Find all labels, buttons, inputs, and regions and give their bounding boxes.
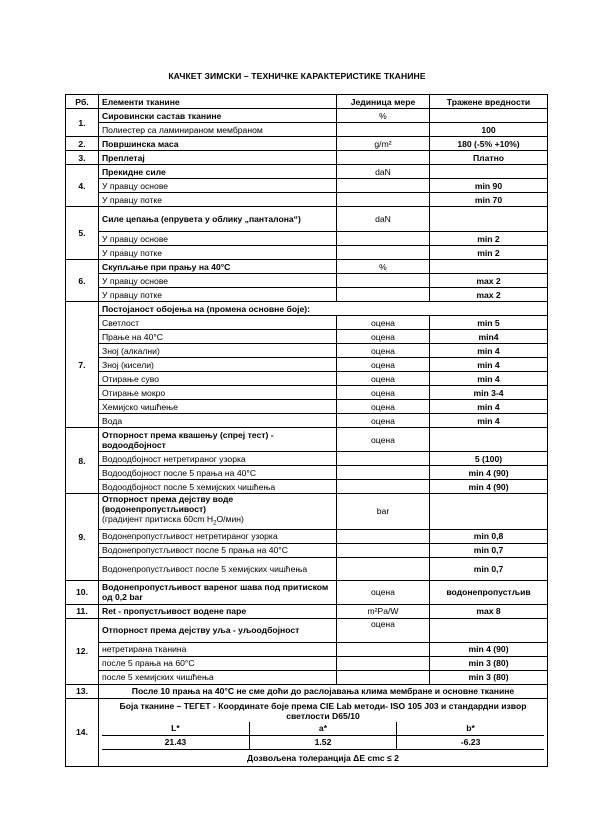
- row-value: min 4: [430, 372, 548, 386]
- row-label: Силе цепања (епрувета у облику „панталона“): [99, 207, 337, 232]
- row-label: Полиестер са ламинираном мембраном: [99, 123, 337, 137]
- row-label: Водоодбојност после 5 прања на 40°C: [99, 466, 337, 480]
- row-number: 10.: [66, 580, 99, 604]
- row-label: Зној (кисели): [99, 358, 337, 372]
- table-row: [66, 193, 548, 207]
- row-label: Светлост: [99, 316, 337, 330]
- row-value: [430, 165, 548, 179]
- row-unit: m²Pa/W: [337, 604, 430, 618]
- row-label: нетретирана тканина: [99, 642, 337, 656]
- row-unit: [337, 642, 430, 656]
- table-row: [66, 386, 548, 400]
- row-value: min 4 (90): [430, 480, 548, 494]
- row-unit: bar: [337, 494, 430, 530]
- row-value: min 4 (90): [430, 642, 548, 656]
- table-row: [66, 604, 548, 618]
- row-unit: оцена: [337, 618, 430, 642]
- row-label: Отпорност према квашењу (спреј тест) - водоодбојност: [99, 428, 337, 452]
- row-label: Скупљање при прању на 40°C: [99, 260, 337, 274]
- table-row: [66, 123, 548, 137]
- row-unit: [337, 529, 430, 543]
- row-value: min 0,7: [430, 557, 548, 580]
- row-value: max 2: [430, 274, 548, 288]
- row-unit: %: [337, 109, 430, 123]
- coord-value-l: 21.43: [102, 735, 249, 749]
- row-value: min 4: [430, 344, 548, 358]
- row-value: водонепропустљив: [430, 580, 548, 604]
- row-value: min 3 (80): [430, 670, 548, 684]
- row-label: Вода: [99, 414, 337, 428]
- row-number: 7.: [66, 302, 99, 428]
- row-label: У правцу потке: [99, 246, 337, 260]
- table-row: [66, 330, 548, 344]
- tolerance-text: Дозвољена толеранција ΔE cmc ≤ 2: [102, 749, 544, 766]
- specification-table: [65, 94, 548, 767]
- row-label: Сировински састав тканине: [99, 109, 337, 123]
- row-number: 1.: [66, 109, 99, 137]
- table-row: [66, 179, 548, 193]
- table-row: [66, 656, 548, 670]
- row-label: У правцу потке: [99, 288, 337, 302]
- row-unit: оцена: [337, 330, 430, 344]
- row-unit: g/m²: [337, 137, 430, 151]
- row-label: Зној (алкални): [99, 344, 337, 358]
- row-value: min 0,7: [430, 543, 548, 557]
- row-label: после 5 прања на 60°C: [99, 656, 337, 670]
- row-value: min 2: [430, 246, 548, 260]
- coord-header-l: L*: [102, 722, 249, 736]
- table-row: [66, 288, 548, 302]
- table-row: [66, 543, 548, 557]
- col-header-elements: Елементи тканине: [99, 95, 337, 109]
- table-row: [66, 557, 548, 580]
- row-value: min 4: [430, 400, 548, 414]
- row-label-sub: (градијент притиска 60cm $H_2O/мин$): [102, 514, 244, 527]
- row-value: Платно: [430, 151, 548, 165]
- row-unit: [337, 480, 430, 494]
- row-unit: оцена: [337, 316, 430, 330]
- row-unit: [337, 179, 430, 193]
- row-value: min4: [430, 330, 548, 344]
- table-row: [66, 137, 548, 151]
- table-row: [66, 260, 548, 274]
- row-value: min 70: [430, 193, 548, 207]
- table-header-row: [66, 95, 548, 109]
- row-label: Водонепропустљивост после 5 хемијских чишћења: [99, 557, 337, 580]
- row-unit: оцена: [337, 386, 430, 400]
- coord-value-row: [102, 735, 544, 749]
- row-unit: %: [337, 260, 430, 274]
- table-row: [66, 165, 548, 179]
- row-unit: [337, 246, 430, 260]
- row-value: 100: [430, 123, 548, 137]
- col-header-values: Тражене вредности: [430, 95, 548, 109]
- row-label: Водонепропустљивост вареног шава под притиском од 0,2 bar: [99, 580, 337, 604]
- row-unit: [337, 557, 430, 580]
- row-value: [430, 618, 548, 642]
- row-unit: оцена: [337, 358, 430, 372]
- row-value: min 4: [430, 358, 548, 372]
- row-number: 2.: [66, 137, 99, 151]
- row-value: [430, 260, 548, 274]
- row-number: 9.: [66, 494, 99, 581]
- row-unit: оцена: [337, 580, 430, 604]
- row-unit: оцена: [337, 414, 430, 428]
- tolerance-row: [102, 749, 544, 766]
- table-row: [66, 109, 548, 123]
- table-row: [66, 494, 548, 530]
- table-row: [66, 452, 548, 466]
- table-row: [66, 698, 548, 766]
- row-unit: daN: [337, 165, 430, 179]
- row-value: max 8: [430, 604, 548, 618]
- table-row: [66, 580, 548, 604]
- table-row: [66, 466, 548, 480]
- row-label-main: Отпорност према дејству воде (водонепропустљивост): [102, 494, 234, 514]
- row-label: после 5 хемијских чишћења: [99, 670, 337, 684]
- row-unit: [337, 543, 430, 557]
- row-label: Прање на 40°C: [99, 330, 337, 344]
- coord-value-b: -6.23: [397, 735, 544, 749]
- table-row: [66, 344, 548, 358]
- row-value: min 3-4: [430, 386, 548, 400]
- color-spec-title: Боја тканине – ТЕГЕТ - Координате боје према CIE Lab методи- ISO 105 J03 и стандардни извор светлости D65/10: [119, 700, 527, 721]
- row-value: min 3 (80): [430, 656, 548, 670]
- row-label: Отирање суво: [99, 372, 337, 386]
- table-row: [66, 618, 548, 642]
- row-unit: [337, 656, 430, 670]
- table-row: [66, 358, 548, 372]
- row-value: min 0,8: [430, 529, 548, 543]
- table-row: [66, 316, 548, 330]
- color-spec-cell: [99, 698, 548, 766]
- coord-header-row: [102, 722, 544, 736]
- row-unit: [337, 274, 430, 288]
- table-row: [66, 642, 548, 656]
- table-row: [66, 232, 548, 246]
- row-value: min 4 (90): [430, 466, 548, 480]
- row-unit: оцена: [337, 344, 430, 358]
- row-unit: [337, 452, 430, 466]
- row-value: [430, 428, 548, 452]
- row-unit: daN: [337, 207, 430, 232]
- row-value: [430, 207, 548, 232]
- table-row: [66, 246, 548, 260]
- row-unit: оцена: [337, 372, 430, 386]
- row-unit: [337, 288, 430, 302]
- table-row: [66, 400, 548, 414]
- col-header-unit: Јединица мере: [337, 95, 430, 109]
- row-label: Ret - пропустљивост водене паре: [99, 604, 337, 618]
- table-row: [66, 372, 548, 386]
- row-number: 4.: [66, 165, 99, 207]
- table-row: [66, 684, 548, 698]
- row-number: 5.: [66, 207, 99, 260]
- row-unit: [337, 123, 430, 137]
- table-row: [66, 670, 548, 684]
- row-label: Постојаност обојења на (промена основне боје):: [99, 302, 548, 316]
- row-unit: [337, 670, 430, 684]
- row-value: min 4: [430, 414, 548, 428]
- row-label: Преплетај: [99, 151, 337, 165]
- coord-header-a: a*: [249, 722, 396, 736]
- row-label: Хемијско чишћење: [99, 400, 337, 414]
- row-number: 14.: [66, 698, 99, 766]
- row-number: 6.: [66, 260, 99, 302]
- row-label: Отирање мокро: [99, 386, 337, 400]
- row-unit: оцена: [337, 400, 430, 414]
- row-label: Водонепропустљивост нетретираног узорка: [99, 529, 337, 543]
- table-row: [66, 414, 548, 428]
- row-label: Површинска маса: [99, 137, 337, 151]
- coord-header-b: b*: [397, 722, 544, 736]
- col-header-no: Рб.: [66, 95, 99, 109]
- row-label: [99, 494, 337, 530]
- table-row: [66, 529, 548, 543]
- row-label: У правцу основе: [99, 232, 337, 246]
- row-number: 11.: [66, 604, 99, 618]
- table-row: [66, 274, 548, 288]
- table-row: [66, 480, 548, 494]
- row-unit: [337, 466, 430, 480]
- table-row: [66, 151, 548, 165]
- row-label: Водонепропустљивост после 5 прања на 40°C: [99, 543, 337, 557]
- color-coordinates-table: [102, 722, 544, 766]
- row-unit: [337, 193, 430, 207]
- row-value: [430, 494, 548, 530]
- table-row: [66, 207, 548, 232]
- row-label: После 10 прања на 40°C не сме доћи до раслојавања клима мембране и основне тканине: [99, 684, 548, 698]
- row-value: min 90: [430, 179, 548, 193]
- row-label: У правцу потке: [99, 193, 337, 207]
- row-label: У правцу основе: [99, 274, 337, 288]
- table-row: [66, 428, 548, 452]
- row-number: 13.: [66, 684, 99, 698]
- row-unit: [337, 232, 430, 246]
- row-value: min 2: [430, 232, 548, 246]
- document-title: КАЧКЕТ ЗИМСКИ – ТЕХНИЧКЕ КАРАКТЕРИСТИКЕ ТКАНИНЕ: [168, 71, 426, 81]
- row-value: 5 (100): [430, 452, 548, 466]
- row-number: 8.: [66, 428, 99, 494]
- row-unit: оцена: [337, 428, 430, 452]
- row-number: 3.: [66, 151, 99, 165]
- row-number: 12.: [66, 618, 99, 684]
- row-label: У правцу основе: [99, 179, 337, 193]
- row-value: 180 (-5% +10%): [430, 137, 548, 151]
- row-unit: [337, 151, 430, 165]
- coord-value-a: 1.52: [249, 735, 396, 749]
- row-label: Отпорност према дејству уља - уљоодбојност: [99, 618, 337, 642]
- row-value: min 5: [430, 316, 548, 330]
- row-label: Водоодбојност после 5 хемијских чишћења: [99, 480, 337, 494]
- row-label: Водоодбојност нетретираног узорка: [99, 452, 337, 466]
- table-row: [66, 302, 548, 316]
- row-label: Прекидне силе: [99, 165, 337, 179]
- row-value: max 2: [430, 288, 548, 302]
- row-value: [430, 109, 548, 123]
